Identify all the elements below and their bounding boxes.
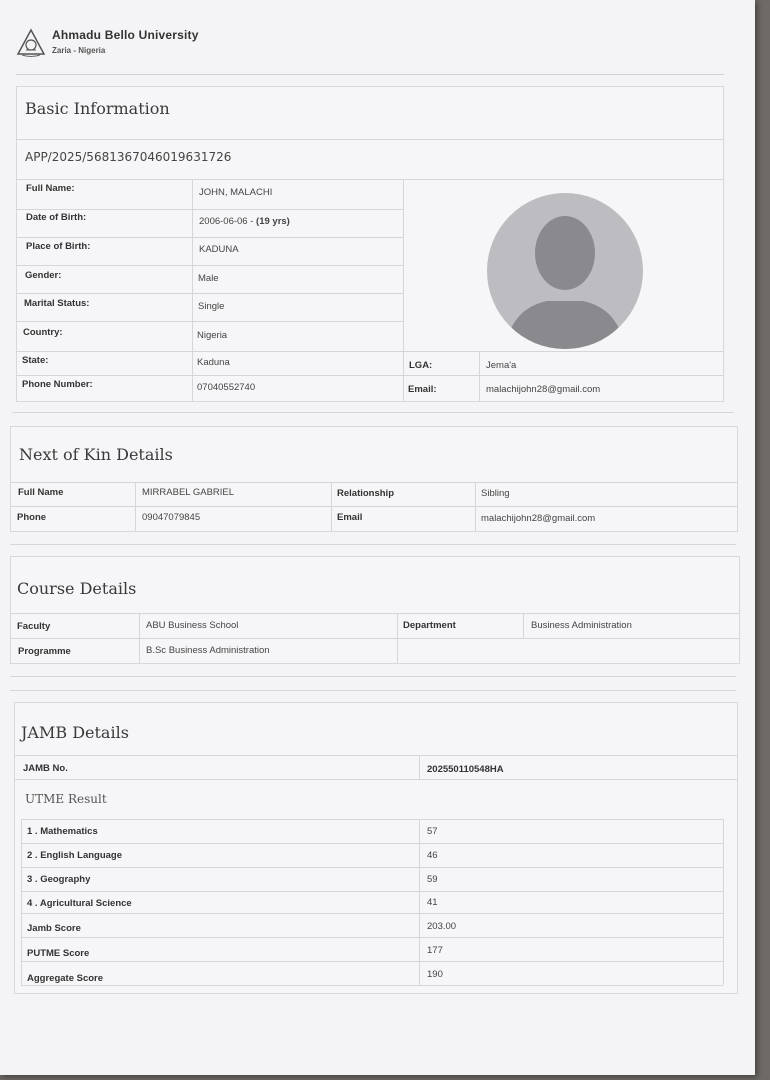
result-label: Aggregate Score [27,973,104,984]
result-value: 46 [427,850,438,861]
divider [331,482,332,531]
jamb-details-section [14,702,738,994]
application-number: APP/2025/5681367046019631726 [25,150,232,164]
divider [21,819,723,820]
university-location: Zaria - Nigeria [52,46,106,55]
marital-status-value: Single [198,301,225,312]
full-name-value: JOHN, MALACHI [199,187,273,198]
department-value: Business Administration [531,620,632,631]
marital-status-label: Marital Status: [24,298,90,309]
department-label: Department [403,620,456,631]
lga-label: LGA: [409,360,433,371]
divider [475,482,476,531]
dob-date: 2006-06-06 - [199,216,257,227]
divider [17,293,403,294]
result-label: PUTME Score [27,948,90,959]
divider [21,891,723,892]
faculty-value: ABU Business School [146,620,239,631]
divider [11,506,737,507]
place-of-birth-value: KADUNA [199,244,239,255]
divider [21,867,723,868]
divider [11,482,737,483]
divider [17,179,723,180]
divider [21,819,22,985]
country-label: Country: [23,327,63,338]
divider [17,209,403,210]
next-of-kin-title: Next of Kin Details [19,445,173,464]
basic-information-title: Basic Information [25,99,170,118]
divider [11,638,739,639]
basic-information-section [16,86,724,402]
kin-name-value: MIRRABEL GABRIEL [142,487,235,498]
state-value: Kaduna [197,357,230,368]
kin-phone-label: Phone [17,512,47,523]
university-logo [16,28,46,58]
divider [21,937,723,938]
email-value: malachijohn28@gmail.com [486,384,601,395]
kin-email-label: Email [337,512,363,523]
state-label: State: [22,355,49,366]
jamb-no-label: JAMB No. [23,763,68,774]
email-label: Email: [408,384,437,395]
divider [17,375,723,376]
divider [21,843,723,844]
divider [479,351,480,401]
programme-label: Programme [18,646,71,657]
passport-photo [485,191,645,351]
programme-value: B.Sc Business Administration [146,645,270,656]
result-label: 2 . English Language [27,850,123,861]
divider [397,613,398,663]
kin-relationship-value: Sibling [481,488,510,499]
result-label: 4 . Agricultural Science [27,898,132,909]
divider [21,913,723,914]
kin-email-value: malachijohn28@gmail.com [481,513,596,524]
kin-phone-value: 09047079845 [142,512,201,523]
place-of-birth-label: Place of Birth: [26,241,91,252]
country-value: Nigeria [197,330,228,341]
divider [17,139,723,140]
divider [11,613,739,614]
result-value: 41 [427,897,438,908]
dob-age: (19 yrs) [256,216,290,227]
result-value: 59 [427,874,438,885]
lga-value: Jema'a [486,360,517,371]
result-value: 57 [427,826,438,837]
divider [21,985,723,986]
divider [21,961,723,962]
kin-relationship-label: Relationship [337,488,395,499]
divider [15,755,737,756]
divider [17,321,403,322]
divider [10,690,736,691]
divider [419,819,420,985]
divider [403,179,404,401]
gender-value: Male [198,273,219,284]
divider [17,237,403,238]
divider [17,265,403,266]
next-of-kin-section [10,426,738,532]
university-name: Ahmadu Bello University [52,28,199,42]
faculty-label: Faculty [17,621,51,632]
phone-number-value: 07040552740 [197,382,256,393]
divider [419,755,420,779]
divider [12,412,734,413]
jamb-details-title: JAMB Details [21,723,129,742]
phone-number-label: Phone Number: [22,379,93,390]
jamb-no-value: 202550110548HA [427,764,504,775]
gender-label: Gender: [25,270,62,281]
result-value: 203.00 [427,921,457,932]
document-header [16,28,199,58]
dob-label: Date of Birth: [26,212,87,223]
divider [523,613,524,638]
utme-result-title: UTME Result [25,792,107,806]
course-details-section [10,556,740,664]
kin-name-label: Full Name [18,487,64,498]
result-label: 1 . Mathematics [27,826,98,837]
dob-value [199,216,290,227]
header-divider [16,74,724,75]
full-name-label: Full Name: [26,183,75,194]
result-value: 177 [427,945,443,956]
course-details-title: Course Details [17,579,137,598]
result-label: 3 . Geography [27,874,91,885]
result-value: 190 [427,969,443,980]
divider [135,482,136,531]
divider [10,544,736,545]
divider [139,613,140,663]
divider [10,676,736,677]
divider [17,351,723,352]
divider [192,179,193,401]
divider [15,779,737,780]
result-label: Jamb Score [27,923,81,934]
divider [723,819,724,985]
